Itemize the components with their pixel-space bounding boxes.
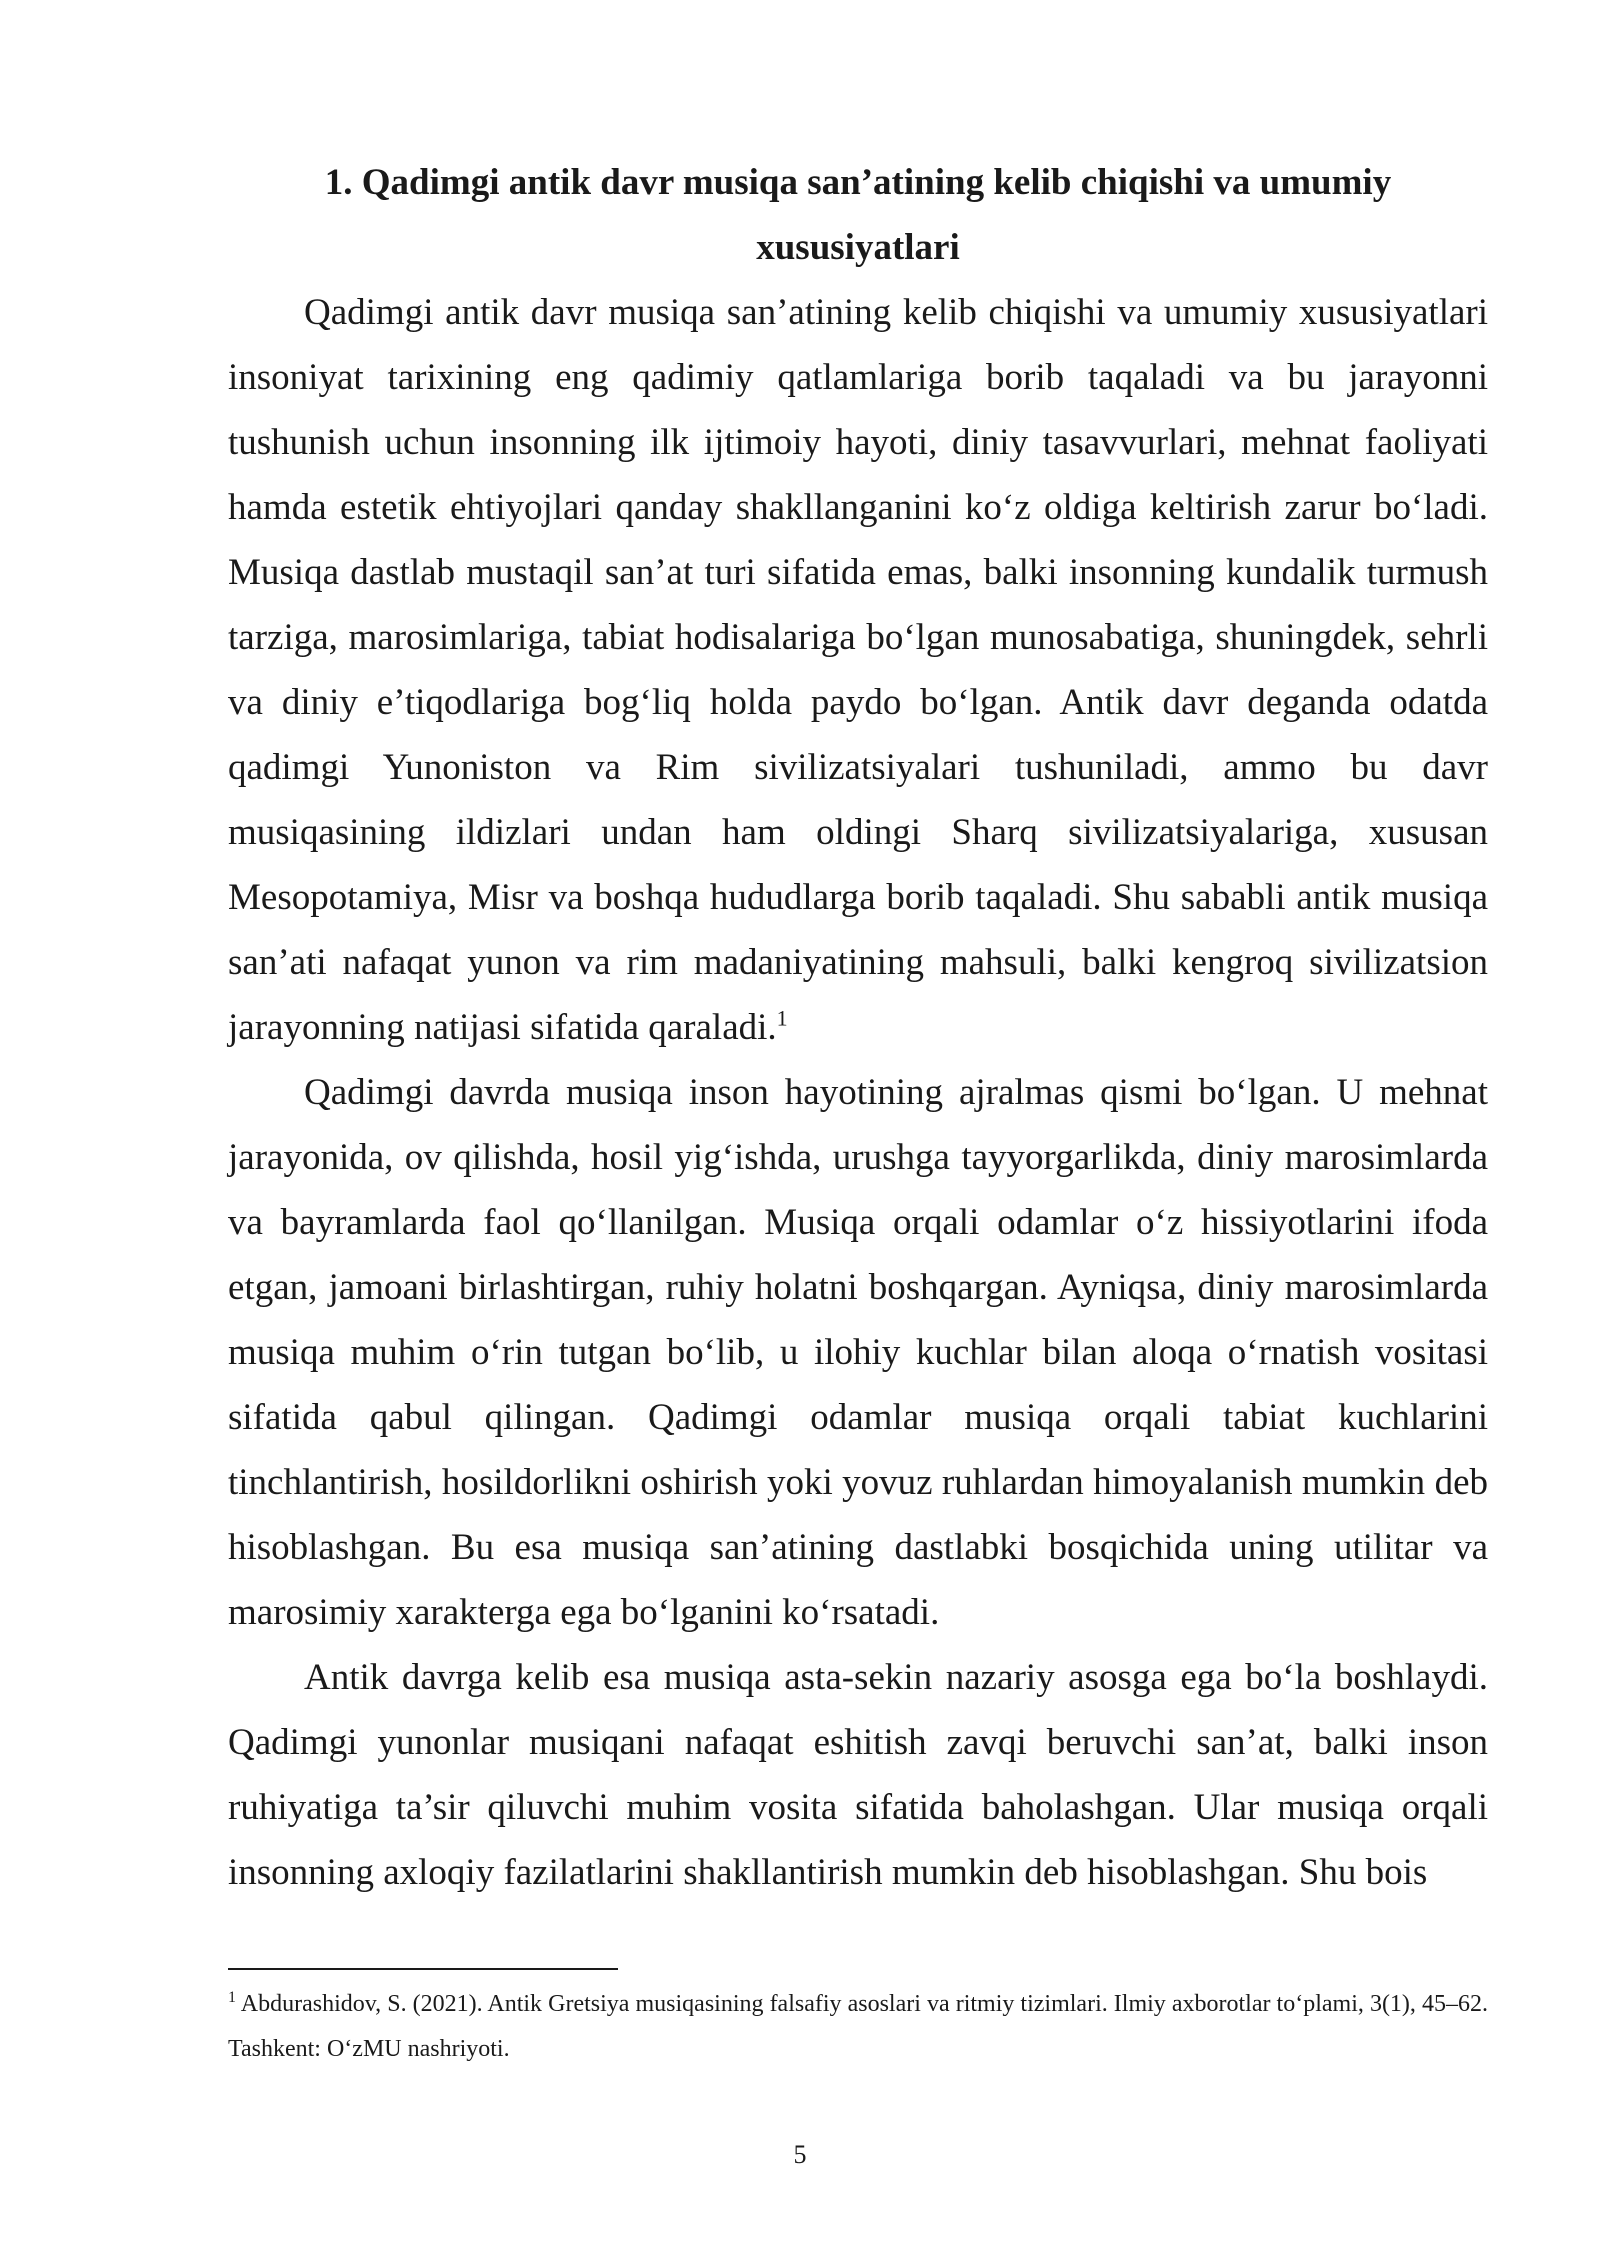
footnote-reference[interactable]: 1 — [776, 1005, 788, 1031]
page-number: 5 — [793, 2140, 807, 2169]
paragraph-1-text: Qadimgi antik davr musiqa san’atining kelib chiqishi va umumiy xususiyatlari insoniyat tarixining eng qadimiy qatlamlariga borib taqaladi va bu jarayonni tushunish uchun insonning ilk ijtimoiy hayoti, diniy tasavvurlari, mehnat faoliyati hamda estetik ehtiyojlari qanday shakllanganini ko‘z oldiga keltirish zarur bo‘ladi. Musiqa dastlab mustaqil san’at turi sifatida emas, balki insonning kundalik turmush tarziga, marosimlariga, tabiat hodisalariga bo‘lgan munosabatiga, shuningdek, sehrli va diniy e’tiqodlariga bog‘liq holda paydo bo‘lgan. Antik davr deganda odatda qadimgi Yunoniston va Rim sivilizatsiyalari tushuniladi, ammo bu davr musiqasining ildizlari undan ham oldingi Sharq sivilizatsiyalariga, xususan Mesopotamiya, Misr va boshqa hududlarga borib taqaladi. Shu sababli antik musiqa san’ati nafaqat yunon va rim madaniyatining mahsuli, balki kengroq sivilizatsion jarayonning natijasi sifatida qaraladi. — [228, 292, 1488, 1048]
footnote-mark: 1 — [228, 1989, 236, 2006]
page-body — [228, 150, 1488, 1905]
paragraph-3: Antik davrga kelib esa musiqa asta-sekin nazariy asosga ega bo‘la boshlaydi. Qadimgi yunonlar musiqani nafaqat eshitish zavqi beruvchi san’at, balki inson ruhiyatiga ta’sir qiluvchi muhim vosita sifatida baholashgan. Ular musiqa orqali insonning axloqiy fazilatlarini shakllantirish mumkin deb hisoblashgan. Shu bois — [228, 1657, 1488, 1893]
paragraph-2: Qadimgi davrda musiqa inson hayotining ajralmas qismi bo‘lgan. U mehnat jarayonida, ov qilishda, hosil yig‘ishda, urushga tayyorgarlikda, diniy marosimlarda va bayramlarda faol qo‘llanilgan. Musiqa orqali odamlar o‘z hissiyotlarini ifoda etgan, jamoani birlashtirgan, ruhiy holatni boshqargan. Ayniqsa, diniy marosimlarda musiqa muhim o‘rin tutgan bo‘lib, u ilohiy kuchlar bilan aloqa o‘rnatish vositasi sifatida qabul qilingan. Qadimgi odamlar musiqa orqali tabiat kuchlarini tinchlantirish, hosildorlikni oshirish yoki yovuz ruhlardan himoyalanish mumkin deb hisoblashgan. Bu esa musiqa san’atining dastlabki bosqichida uning utilitar va marosimiy xarakterga ega bo‘lganini ko‘rsatadi. — [228, 1072, 1488, 1633]
footnote — [228, 1982, 1488, 2072]
footnote-separator — [228, 1968, 618, 1970]
section-title: 1. Qadimgi antik davr musiqa san’atining kelib chiqishi va umumiy xususiyatlari — [324, 162, 1392, 268]
paragraph-1 — [228, 280, 1488, 1060]
footnote-text: Abdurashidov, S. (2021). Antik Gretsiya musiqasining falsafiy asoslari va ritmiy tizimlari. Ilmiy axborotlar to‘plami, 3(1), 45–62. Tashkent: O‘zMU nashriyoti. — [228, 1991, 1488, 2062]
